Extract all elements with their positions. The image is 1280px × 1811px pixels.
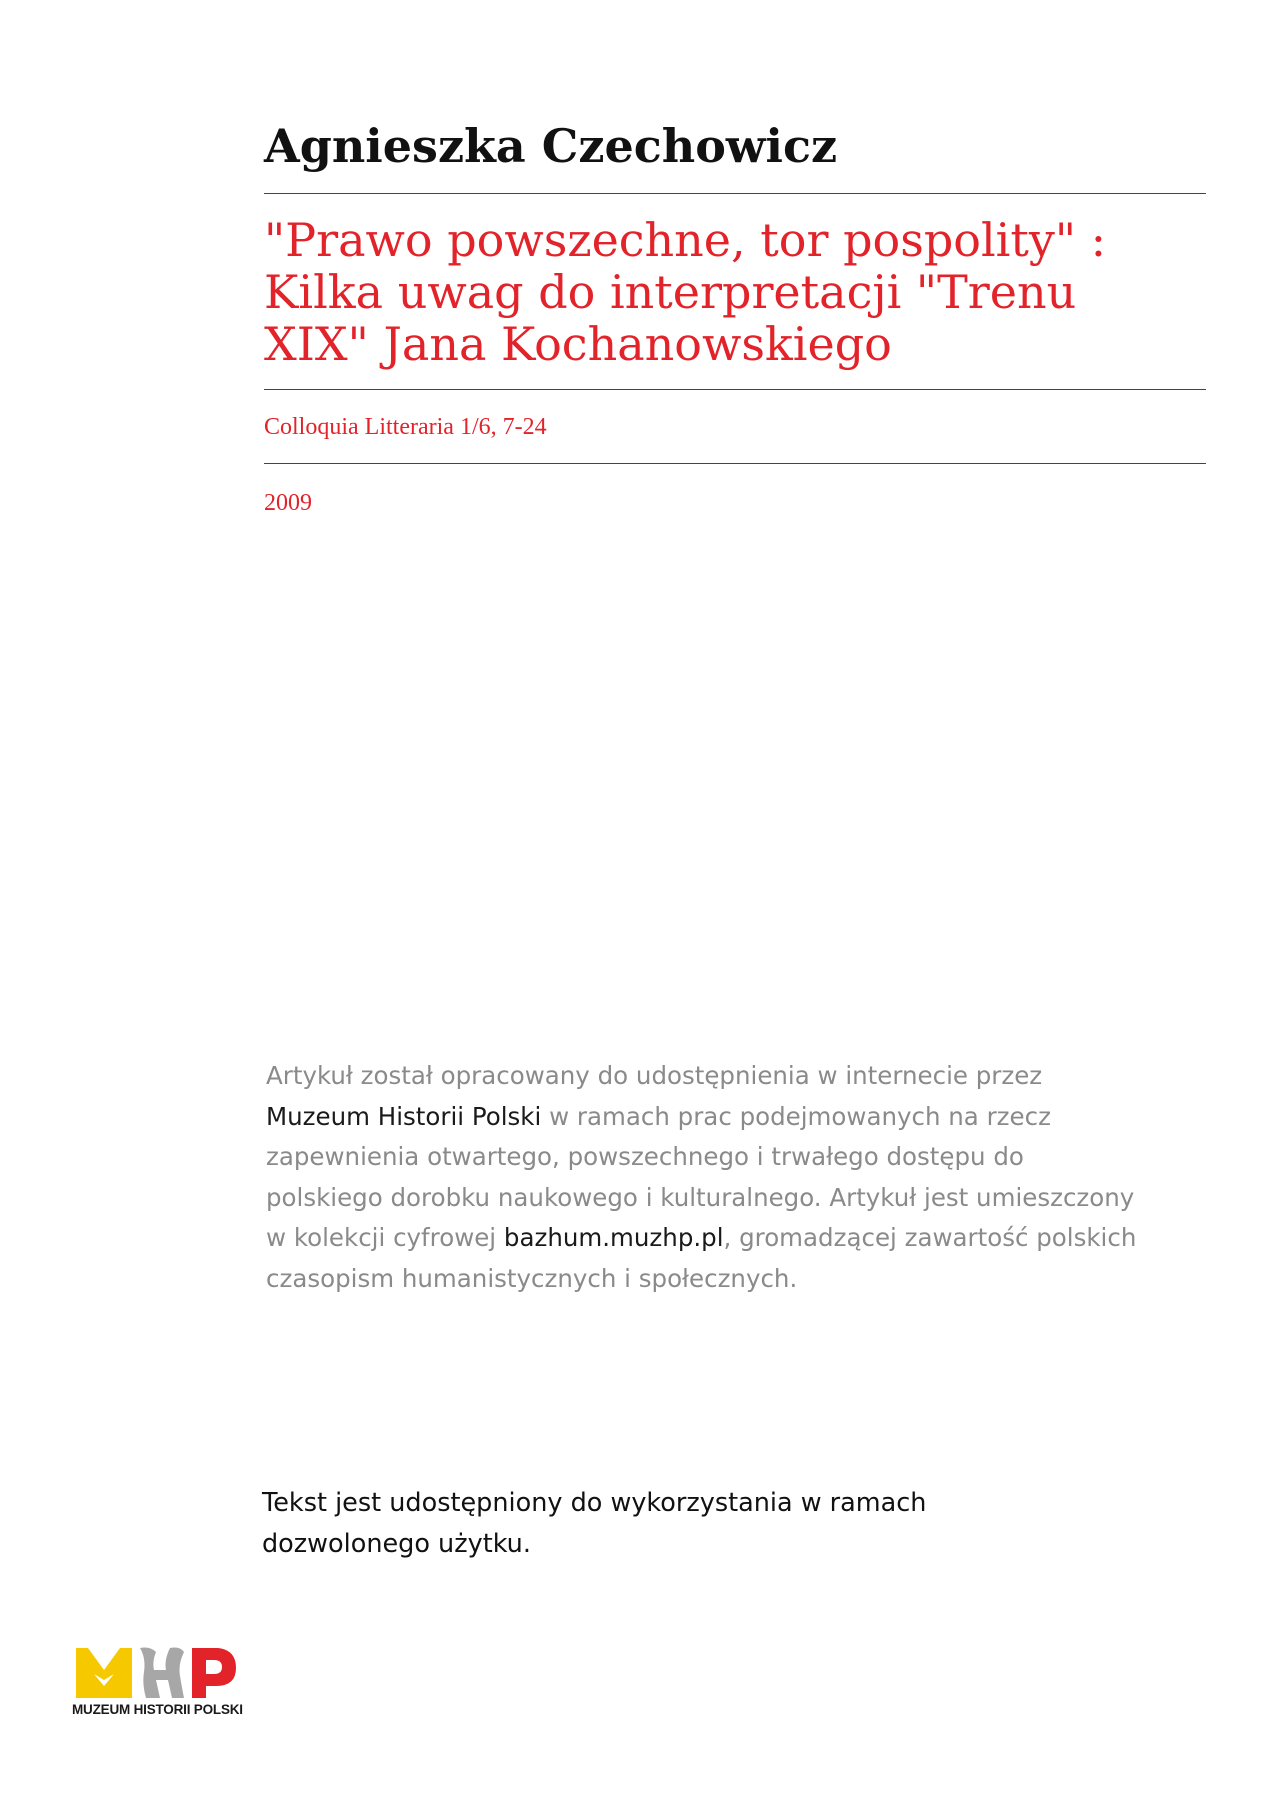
museum-name: Muzeum Historii Polski <box>266 1101 542 1131</box>
license-line: dozwolonego użytku. <box>262 1529 531 1559</box>
license-line: Tekst jest udostępniony do wykorzystania w ramach <box>262 1488 927 1518</box>
logo-letter-m <box>76 1648 132 1698</box>
notice-line: zapewnienia otwartego, powszechnego i trwałego dostępu do <box>266 1142 1024 1171</box>
notice-text: w ramach prac podejmowanych na rzecz <box>541 1101 1051 1131</box>
article-title-line: XIX" Jana Kochanowskiego <box>264 317 892 371</box>
source-citation: Colloquia Litteraria 1/6, 7-24 <box>264 414 547 440</box>
article-title-line: "Prawo powszechne, tor pospolity" : <box>264 213 1107 267</box>
author-name: Agnieszka Czechowicz <box>264 119 838 173</box>
notice-text: , gromadzącej zawartość polskich <box>723 1223 1137 1252</box>
logo-letter-p <box>192 1648 236 1698</box>
divider-middle <box>264 389 1206 390</box>
notice-line: czasopism humanistycznych i społecznych. <box>266 1263 798 1293</box>
notice-line: Artykuł został opracowany do udostępnienia w internecie przez <box>266 1061 1043 1090</box>
notice-line <box>266 1097 1226 1138</box>
notice-line <box>266 1218 1226 1259</box>
collection-link[interactable]: bazhum.muzhp.pl <box>503 1223 724 1252</box>
divider-top <box>264 193 1206 194</box>
publication-year: 2009 <box>264 490 312 516</box>
article-title-line: Kilka uwag do interpretacji "Trenu <box>264 265 1077 319</box>
notice-text: w kolekcji cyfrowej <box>266 1223 504 1252</box>
logo-caption: MUZEUM HISTORII POLSKI <box>72 1702 243 1717</box>
article-title <box>264 214 1194 370</box>
digitization-notice <box>266 1056 1226 1299</box>
license-notice <box>262 1483 962 1565</box>
notice-line: polskiego dorobku naukowego i kulturalnego. Artykuł jest umieszczony <box>266 1182 1135 1212</box>
divider-bottom <box>264 463 1206 464</box>
logo-letter-h <box>140 1648 184 1699</box>
